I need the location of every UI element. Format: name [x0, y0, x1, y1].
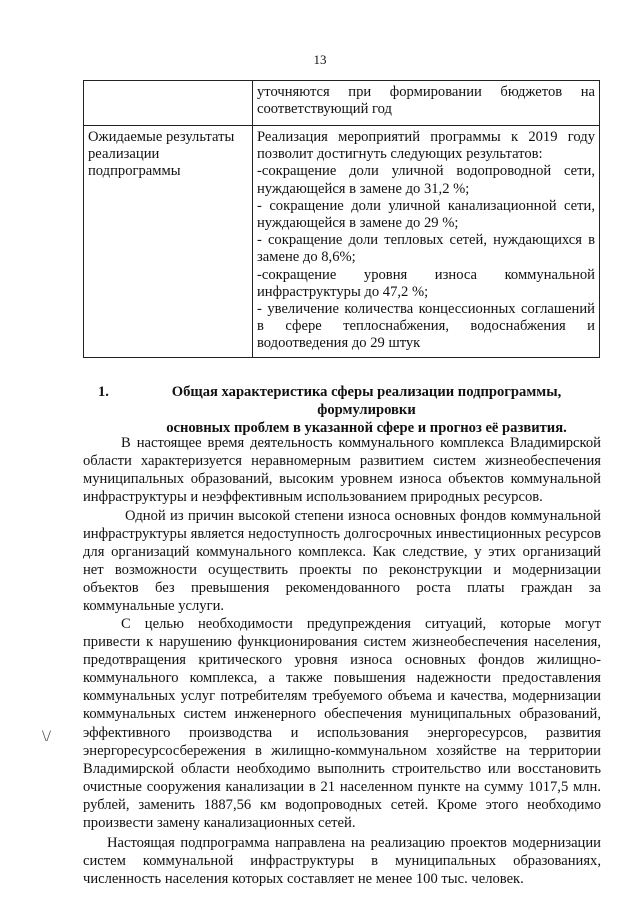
paragraph-line: Владимирской области необходимо выполнить строительство или восстановить — [83, 760, 601, 777]
paragraph-line: инфраструктуры является недоступность долгосрочных инвестиционных ресурсов — [83, 526, 601, 543]
paragraph-line: коммунальных систем инженерного обеспечения муниципальных образований, — [83, 706, 601, 723]
cell-line: - сокращение доли уличной канализационной сети, — [257, 197, 595, 214]
heading-line: Общая характеристика сферы реализации подпрограммы, формулировки — [171, 384, 562, 418]
paragraph-line: муниципальных образований, высоким уровнем износа объектов коммунальной — [83, 471, 601, 488]
cell-line: -сокращение доли уличной водопроводной сети, — [257, 163, 595, 180]
paragraph-line: систем коммунальной инфраструктуры в муниципальных образованиях, — [83, 853, 601, 870]
cell-line: нуждающейся в замене до 29 %; — [257, 215, 459, 232]
paragraph-line: для организаций коммунального комплекса. Как следствие, у этих организаций — [83, 544, 601, 561]
paragraph-line: произвести замену канализационных сетей. — [83, 815, 356, 832]
paragraph-line: нет возможности осуществить проекты по реконструкции и модернизации — [83, 562, 601, 579]
section-title — [130, 383, 603, 437]
cell-line: замене до 8,6%; — [257, 249, 356, 266]
paragraph-line: рублей, заменить 1887,56 км водопроводных сетей. Кроме этого необходимо — [83, 796, 601, 813]
paragraph-line: области характеризуется неравномерным развитием систем жизнеобеспечения — [83, 453, 601, 470]
paragraph-line: коммунального комплекса, а также повышения надежности предоставления — [83, 670, 601, 687]
cell-line: водоотведения до 29 штук — [257, 335, 421, 352]
paragraph-line: инфраструктуры и неэффективным использованием природных ресурсов. — [83, 489, 543, 506]
cell-line: уточняются при формировании бюджетов на — [257, 84, 595, 100]
paragraph-line: В настоящее время деятельность коммунального комплекса Владимирской — [121, 435, 601, 451]
paragraph-line: очистные сооружения канализации в 21 населенном пункте на сумму 1017,5 млн. — [83, 778, 601, 795]
cell-line: соответствующий год — [257, 101, 392, 118]
heading-line: основных проблем в указанной сфере и прогноз её развития. — [166, 420, 567, 436]
subprogram-passport-table — [83, 80, 600, 358]
paragraph-line: численность населения которых составляет не менее 100 тыс. человек. — [83, 871, 524, 888]
paragraph-line: Одной из причин высокой степени износа основных фондов коммунальной — [125, 508, 601, 524]
page-number: 13 — [313, 52, 327, 67]
label-line: подпрограммы — [88, 163, 181, 180]
cell-line: - сокращение доли тепловых сетей, нуждающихся в — [257, 232, 595, 249]
paragraph-3 — [83, 615, 601, 832]
row-value-financing-note — [253, 81, 600, 126]
paragraph-1 — [83, 434, 601, 506]
cell-line: нуждающейся в замене до 31,2 %; — [257, 180, 470, 197]
paragraph-4 — [83, 834, 601, 888]
cell-line: - увеличение количества концессионных соглашений — [257, 301, 595, 318]
paragraph-line: предотвращения критического уровня износа основных фондов жилищно- — [83, 652, 601, 669]
paragraph-line: эффективного производства и использования энергоресурсов, развития — [83, 724, 601, 741]
row-label-empty — [84, 81, 253, 126]
section-heading — [98, 383, 603, 437]
handwritten-margin-checkmark: \/ — [42, 728, 51, 745]
cell-line: инфраструктуры до 47,2 %; — [257, 283, 429, 300]
paragraph-line: коммунальные услуги. — [83, 598, 225, 615]
cell-line: -сокращение уровня износа коммунальной — [257, 266, 595, 283]
cell-line: позволит достигнуть следующих результатов: — [257, 146, 543, 163]
section-number: 1. — [98, 384, 109, 400]
row-label-expected-results — [84, 126, 253, 358]
paragraph-line: привести к нарушению функционирования систем жизнеобеспечения населения, — [83, 634, 601, 651]
paragraph-line: коммунальных услуг потребителям требуемого объема и качества, модернизации — [83, 688, 601, 705]
table-row — [84, 81, 600, 126]
table-row — [84, 126, 600, 358]
paragraph-line: Настоящая подпрограмма направлена на реализацию проектов модернизации — [107, 835, 601, 851]
cell-line: в сфере теплоснабжения, водоснабжения и — [257, 318, 595, 335]
paragraph-line: объектов без превышения рекомендованного роста платы граждан за — [83, 580, 601, 597]
row-value-expected-results — [253, 126, 600, 358]
paragraph-2 — [83, 507, 601, 616]
label-line: реализации — [88, 146, 160, 163]
cell-line: Реализация мероприятий программы к 2019 году — [257, 129, 595, 145]
paragraph-line: С целью необходимости предупреждения ситуаций, которые могут — [121, 616, 601, 632]
label-line: Ожидаемые результаты — [88, 129, 235, 145]
paragraph-line: энергоресурсосбережения в жилищно-коммунальном хозяйстве на территории — [83, 742, 601, 759]
